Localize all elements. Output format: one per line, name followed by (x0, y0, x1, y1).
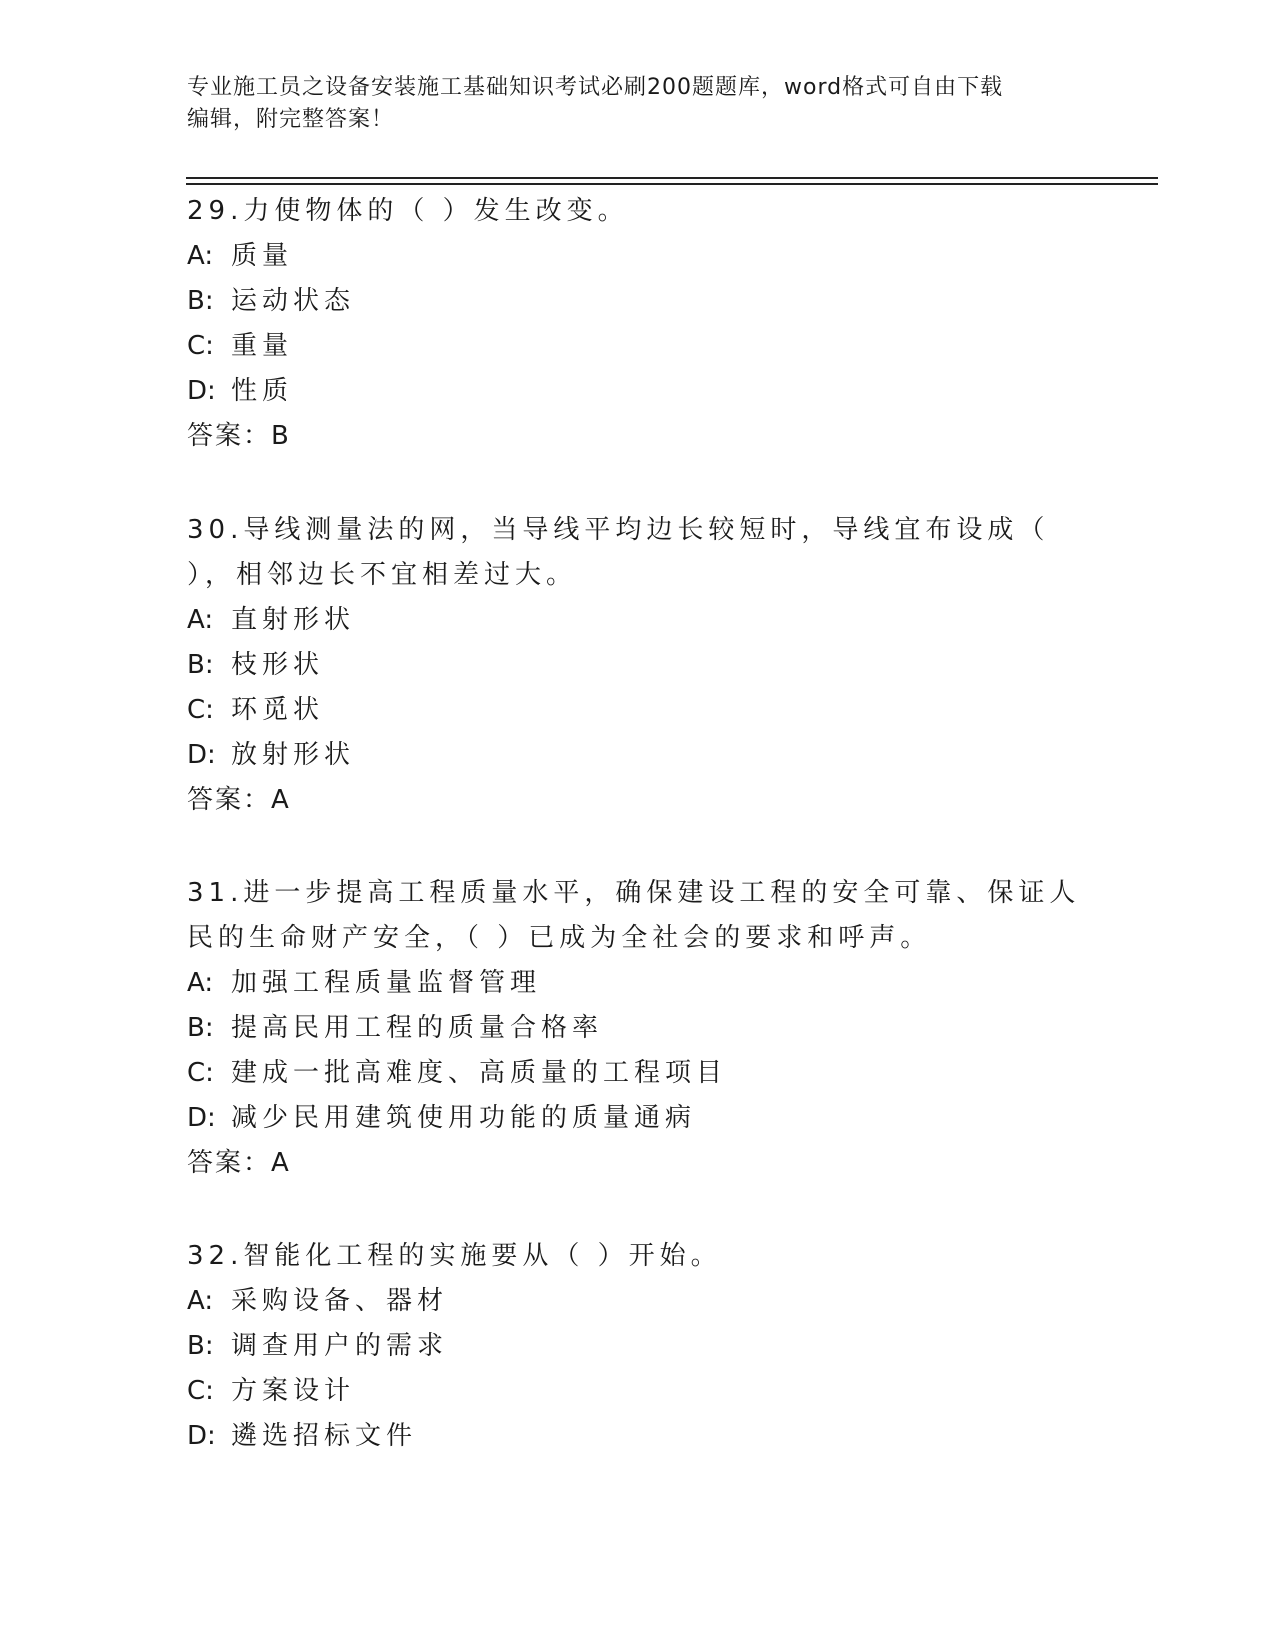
option-c (187, 1051, 1087, 1096)
option-text: 环觅状 (231, 695, 325, 725)
header-line-1: 专业施工员之设备安装施工基础知识考试必刷200题题库，word格式可自由下载 (187, 75, 1004, 100)
option-text: 减少民用建筑使用功能的质量通病 (231, 1103, 697, 1133)
option-b (187, 1006, 1087, 1051)
answer-text: 答案：A (187, 785, 291, 815)
question-30 (187, 508, 1087, 823)
option-text: 性质 (231, 376, 294, 406)
answer-text: 答案：B (187, 421, 291, 451)
option-a (187, 234, 1087, 279)
option-key: C: (187, 1058, 214, 1088)
option-key: B: (187, 286, 214, 316)
option-key: A: (187, 241, 214, 271)
option-key: D: (187, 740, 216, 770)
option-key: C: (187, 695, 214, 725)
option-key: A: (187, 968, 214, 998)
option-text: 遴选招标文件 (231, 1421, 418, 1451)
option-key: D: (187, 1421, 216, 1451)
question-stem: 29.力使物体的（ ）发生改变。 (187, 196, 629, 226)
question-32 (187, 1234, 1087, 1459)
option-a (187, 961, 1087, 1006)
option-text: 枝形状 (231, 650, 325, 680)
option-text: 直射形状 (231, 605, 356, 635)
option-text: 建成一批高难度、高质量的工程项目 (231, 1058, 728, 1088)
option-text: 运动状态 (231, 286, 356, 316)
question-stem: 30.导线测量法的网，当导线平均边长较短时，导线宜布设成（ ），相邻边长不宜相差过大。 (187, 515, 1050, 590)
option-text: 提高民用工程的质量合格率 (231, 1013, 604, 1043)
option-key: C: (187, 331, 214, 361)
option-c (187, 1369, 1087, 1414)
option-key: B: (187, 650, 214, 680)
document-header (187, 72, 1077, 136)
option-key: A: (187, 1286, 214, 1316)
option-key: B: (187, 1331, 214, 1361)
option-c (187, 324, 1087, 369)
option-a (187, 1279, 1087, 1324)
question-31 (187, 871, 1087, 1186)
option-d (187, 733, 1087, 778)
option-text: 质量 (231, 241, 294, 271)
option-b (187, 279, 1087, 324)
option-text: 调查用户的需求 (231, 1331, 449, 1361)
option-c (187, 688, 1087, 733)
question-stem: 31.进一步提高工程质量水平，确保建设工程的安全可靠、保证人民的生命财产安全，（ ）已成为全社会的要求和呼声。 (187, 878, 1081, 953)
header-divider-top (186, 177, 1158, 179)
option-d (187, 1414, 1087, 1459)
option-key: D: (187, 1103, 216, 1133)
option-a (187, 598, 1087, 643)
question-29 (187, 189, 1087, 459)
option-b (187, 643, 1087, 688)
option-b (187, 1324, 1087, 1369)
option-text: 重量 (231, 331, 294, 361)
option-key: C: (187, 1376, 214, 1406)
option-text: 采购设备、器材 (231, 1286, 449, 1316)
question-stem: 32.智能化工程的实施要从（ ）开始。 (187, 1241, 722, 1271)
option-text: 放射形状 (231, 740, 356, 770)
option-key: A: (187, 605, 214, 635)
option-d (187, 1096, 1087, 1141)
header-divider-bottom (186, 183, 1158, 185)
header-line-2: 编辑，附完整答案！ (187, 107, 395, 132)
answer-text: 答案：A (187, 1148, 291, 1178)
option-key: B: (187, 1013, 214, 1043)
option-d (187, 369, 1087, 414)
option-text: 方案设计 (231, 1376, 356, 1406)
option-text: 加强工程质量监督管理 (231, 968, 542, 998)
option-key: D: (187, 376, 216, 406)
